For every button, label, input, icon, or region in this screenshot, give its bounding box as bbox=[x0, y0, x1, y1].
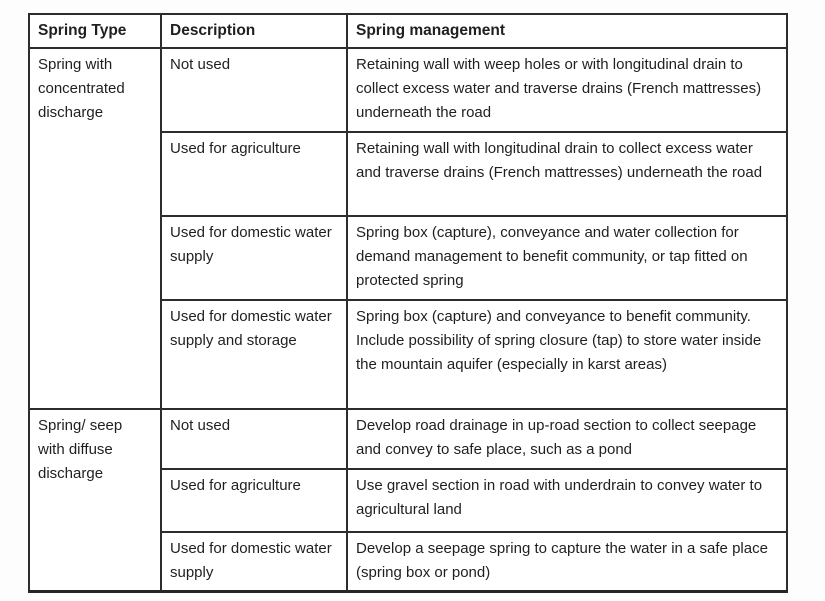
description-cell: Used for agriculture bbox=[161, 469, 347, 532]
table-row bbox=[29, 409, 787, 469]
description-cell: Used for domestic water supply and storage bbox=[161, 300, 347, 409]
description-cell: Used for agriculture bbox=[161, 132, 347, 216]
spring-type-cell-diffuse: Spring/ seep with diffuse discharge bbox=[29, 409, 161, 591]
management-cell: Develop road drainage in up-road section to collect seepage and convey to safe place, such as a pond bbox=[347, 409, 787, 469]
header-row bbox=[29, 14, 787, 48]
description-cell: Used for domestic water supply bbox=[161, 216, 347, 300]
management-cell: Retaining wall with longitudinal drain to collect excess water and traverse drains (French mattresses) underneath the road bbox=[347, 132, 787, 216]
column-header-spring-type: Spring Type bbox=[29, 14, 161, 48]
table-row bbox=[29, 48, 787, 132]
description-cell: Not used bbox=[161, 48, 347, 132]
management-cell: Retaining wall with weep holes or with longitudinal drain to collect excess water and traverse drains (French mattresses) underneath the road bbox=[347, 48, 787, 132]
spring-management-table bbox=[28, 13, 788, 593]
management-cell: Spring box (capture), conveyance and water collection for demand management to benefit community, or tap fitted on protected spring bbox=[347, 216, 787, 300]
column-header-spring-management: Spring management bbox=[347, 14, 787, 48]
management-cell: Use gravel section in road with underdrain to convey water to agricultural land bbox=[347, 469, 787, 532]
description-cell: Not used bbox=[161, 409, 347, 469]
column-header-description: Description bbox=[161, 14, 347, 48]
spring-type-cell-concentrated: Spring with concentrated discharge bbox=[29, 48, 161, 409]
description-cell: Used for domestic water supply bbox=[161, 532, 347, 591]
management-cell: Develop a seepage spring to capture the water in a safe place (spring box or pond) bbox=[347, 532, 787, 591]
management-cell: Spring box (capture) and conveyance to benefit community. Include possibility of spring closure (tap) to store water inside the mountain aquifer (especially in karst areas) bbox=[347, 300, 787, 409]
document-page bbox=[28, 13, 788, 593]
